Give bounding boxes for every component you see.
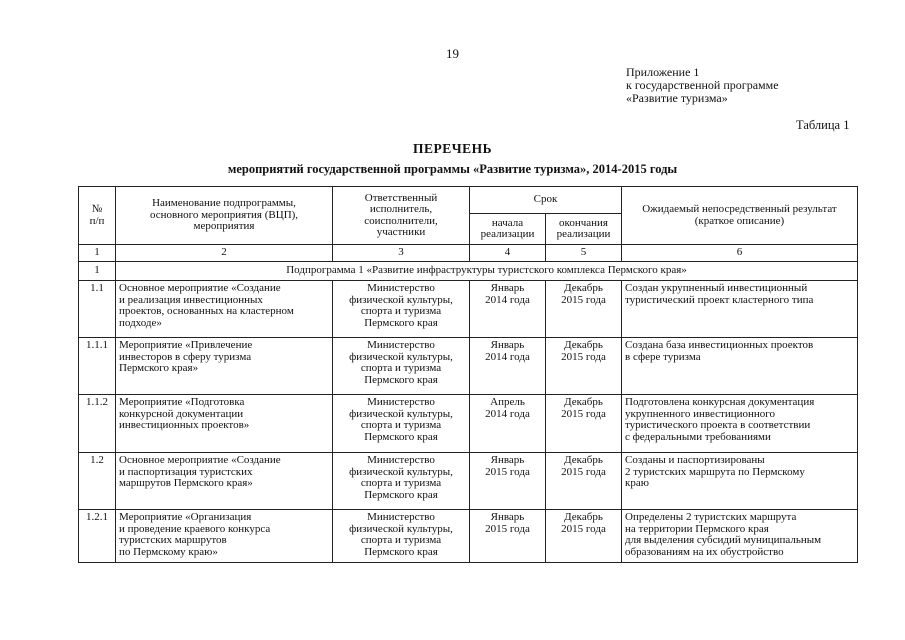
header-result: Ожидаемый непосредственный результат (краткое описание) <box>622 187 858 245</box>
appendix-line-3: «Развитие туризма» <box>626 91 728 105</box>
column-number-row <box>79 245 858 262</box>
column-number: 6 <box>622 245 858 262</box>
column-number: 4 <box>470 245 546 262</box>
header-name: Наименование подпрограммы, основного мероприятия (ВЦП), мероприятия <box>116 187 333 245</box>
column-number: 1 <box>79 245 116 262</box>
table-row <box>79 453 858 510</box>
column-number: 5 <box>546 245 622 262</box>
row-name: Мероприятие «Подготовка конкурсной документации инвестиционных проектов» <box>116 395 333 453</box>
table-row <box>79 338 858 395</box>
row-result: Создан укрупненный инвестиционный туристический проект кластерного типа <box>622 281 858 338</box>
row-result: Определены 2 туристских маршрута на территории Пермского края для выделения субсидий муниципальным образованиям на их обустройство <box>622 510 858 563</box>
header-term: Срок <box>470 187 622 214</box>
header-start: начала реализации <box>470 214 546 245</box>
events-table <box>78 186 858 563</box>
row-end: Декабрь 2015 года <box>546 395 622 453</box>
row-name: Мероприятие «Организация и проведение краевого конкурса туристских маршрутов по Пермскому краю» <box>116 510 333 563</box>
row-num: 1.1.1 <box>79 338 116 395</box>
table-row <box>79 281 858 338</box>
table-row <box>79 510 858 563</box>
row-name: Мероприятие «Привлечение инвесторов в сферу туризма Пермского края» <box>116 338 333 395</box>
subprogram-title: Подпрограмма 1 «Развитие инфраструктуры туристского комплекса Пермского края» <box>116 262 858 281</box>
table-label: Таблица 1 <box>796 118 850 132</box>
document-subtitle: мероприятий государственной программы «Развитие туризма», 2014-2015 годы <box>227 162 678 176</box>
row-start: Январь 2015 года <box>470 510 546 563</box>
appendix-line-1: Приложение 1 <box>626 65 700 79</box>
row-executor: Министерство физической культуры, спорта и туризма Пермского края <box>333 281 470 338</box>
row-executor: Министерство физической культуры, спорта и туризма Пермского края <box>333 453 470 510</box>
row-result: Созданы и паспортизированы 2 туристских маршрута по Пермскому краю <box>622 453 858 510</box>
row-num: 1.1 <box>79 281 116 338</box>
row-end: Декабрь 2015 года <box>546 510 622 563</box>
row-start: Апрель 2014 года <box>470 395 546 453</box>
row-executor: Министерство физической культуры, спорта и туризма Пермского края <box>333 338 470 395</box>
row-result: Подготовлена конкурсная документация укрупненного инвестиционного туристического проекта в соответствии с федеральными требованиями <box>622 395 858 453</box>
row-start: Январь 2015 года <box>470 453 546 510</box>
column-number: 3 <box>333 245 470 262</box>
row-start: Январь 2014 года <box>470 281 546 338</box>
header-num: № п/п <box>79 187 116 245</box>
row-num: 1.1.2 <box>79 395 116 453</box>
row-start: Январь 2014 года <box>470 338 546 395</box>
header-executor: Ответственный исполнитель, соисполнители, участники <box>333 187 470 245</box>
appendix-line-2: к государственной программе <box>626 78 779 92</box>
row-executor: Министерство физической культуры, спорта и туризма Пермского края <box>333 395 470 453</box>
row-end: Декабрь 2015 года <box>546 281 622 338</box>
table-row <box>79 395 858 453</box>
row-end: Декабрь 2015 года <box>546 453 622 510</box>
row-name: Основное мероприятие «Создание и реализация инвестиционных проектов, основанных на кластерном подходе» <box>116 281 333 338</box>
row-name: Основное мероприятие «Создание и паспортизация туристских маршрутов Пермского края» <box>116 453 333 510</box>
row-executor: Министерство физической культуры, спорта и туризма Пермского края <box>333 510 470 563</box>
subprogram-row <box>79 262 858 281</box>
document-title: ПЕРЕЧЕНЬ <box>412 141 493 156</box>
row-num: 1.2 <box>79 453 116 510</box>
page-number: 19 <box>446 46 459 61</box>
header-end: окончания реализации <box>546 214 622 245</box>
row-num: 1.2.1 <box>79 510 116 563</box>
appendix-note <box>626 66 779 105</box>
subprogram-num: 1 <box>79 262 116 281</box>
row-result: Создана база инвестиционных проектов в сфере туризма <box>622 338 858 395</box>
column-number: 2 <box>116 245 333 262</box>
row-end: Декабрь 2015 года <box>546 338 622 395</box>
